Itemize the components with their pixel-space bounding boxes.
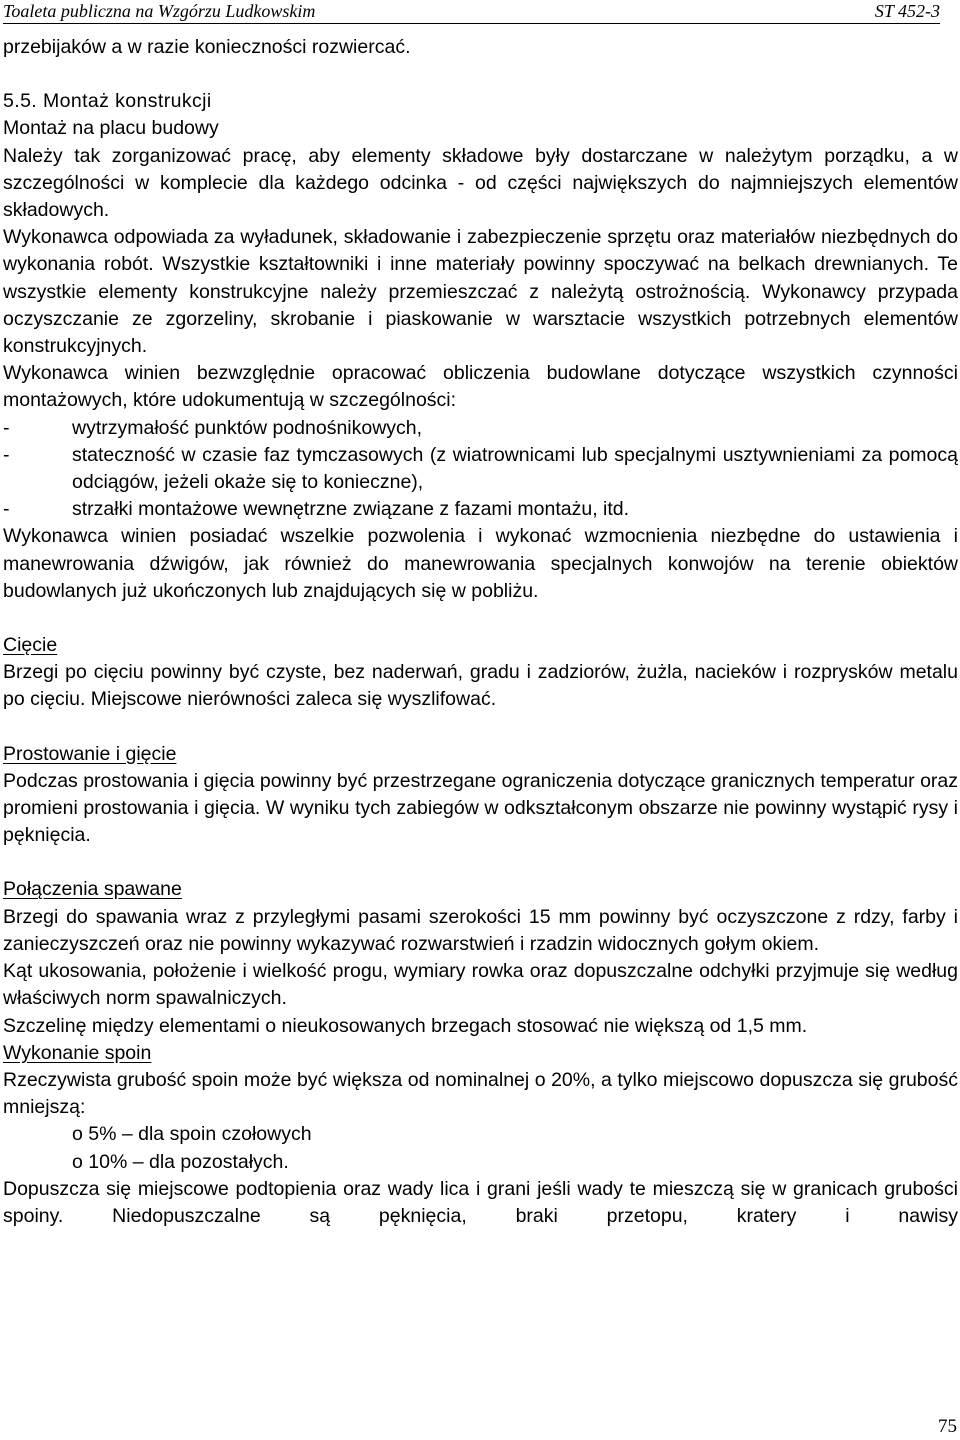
list-dash: - xyxy=(3,416,10,439)
list-dash: - xyxy=(3,443,10,466)
list-item xyxy=(3,442,958,496)
list-item xyxy=(3,496,958,523)
list-item-text: wytrzymałość punktów podnośnikowych, xyxy=(72,416,423,439)
straightening-text: Podczas prostowania i gięcia powinny być przestrzegane ograniczenia dotyczące granicznych temperatur oraz promieni prostowania i gięcia. W wyniku tych zabiegów w odkształconym obszarze nie powinny wystąpić rysy i pęknięcia. xyxy=(3,769,958,847)
straightening-heading: Prostowanie i gięcie xyxy=(3,742,177,765)
weld-defects-text: Dopuszcza się miejscowe podtopienia oraz wady lica i grani jeśli wady te mieszczą się w granicach grubości spoiny. Niedopuszczalne są pęknięcia, braki przetopu, kratery i nawisy xyxy=(3,1177,958,1227)
list-item xyxy=(3,415,958,442)
paragraph-permits: Wykonawca winien posiadać wszelkie pozwolenia i wykonać wzmocnienia niezbędne do ustawienia i manewrowania dźwigów, jak również do manewrowania specjalnych konwojów na terenie obiektów budowlanych już ukończonych lub znajdujących się w pobliżu. xyxy=(3,525,958,602)
spacer xyxy=(3,61,958,88)
spacer xyxy=(3,849,958,876)
section-heading: 5.5. Montaż konstrukcji xyxy=(3,90,212,113)
list-item-text: strzałki montażowe wewnętrzne związane z fazami montażu, itd. xyxy=(72,498,630,521)
welded-joints-heading: Połączenia spawane xyxy=(3,878,182,901)
spacer xyxy=(3,605,958,632)
header-spec-code: ST 452-3 xyxy=(874,1,940,21)
spacer xyxy=(3,714,958,741)
header-title: Toaleta publiczna na Wzgórzu Ludkowskim xyxy=(3,1,316,21)
paragraph-unloading: Wykonawca odpowiada za wyładunek, składowanie i zabezpieczenie sprzętu oraz materiałów niezbędnych do wykonania robót. Wszystkie kształtowniki i inne materiały powinny spoczywać na belkach drewnianych. Te wszystkie elementy konstrukcyjne należy przemieszczać z należytą ostrożnością. Wykonawcy przypada oczyszczanie ze zgorzeliny, skrobanie i piaskowanie w warsztacie wszystkich potrzebnych elementów konstrukcyjnych. xyxy=(3,226,958,358)
tolerance-item: o 10% – dla pozostałych. xyxy=(72,1150,289,1173)
cutting-heading: Cięcie xyxy=(3,634,58,657)
list-item-text: stateczność w czasie faz tymczasowych (z wiatrownicami lub specjalnymi usztywnieniami za pomocą odciągów, jeżeli okaże się to konieczne), xyxy=(72,443,958,494)
weld-thickness-text: Rzeczywista grubość spoin może być większa od nominalnej o 20%, a tylko miejscowo dopuszcza się grubość mniejszą: xyxy=(3,1068,958,1119)
weld-execution-heading: Wykonanie spoin xyxy=(3,1041,152,1064)
paragraph-order: Należy tak zorganizować pracę, aby elementy składowe były dostarczane w należytym porządku, a w szczególności w komplecie dla każdego odcinka - od części największych do najmniejszych elementów składowych. xyxy=(3,144,958,222)
intro-line: przebijaków a w razie konieczności rozwiercać. xyxy=(3,36,411,58)
paragraph-calculations: Wykonawca winien bezwzględnie opracować obliczenia budowlane dotyczące wszystkich czynności montażowych, które udokumentują w szczególności: xyxy=(3,362,958,412)
document-body xyxy=(3,34,958,1230)
running-header xyxy=(3,0,940,24)
section-subheading: Montaż na placu budowy xyxy=(3,117,219,140)
welded-joints-bevel: Kąt ukosowania, położenie i wielkość progu, wymiary rowka oraz dopuszczalne odchyłki przyjmuje się według właściwych norm spawalniczych. xyxy=(3,960,958,1010)
welded-joints-edges: Brzegi do spawania wraz z przyległymi pasami szerokości 15 mm powinny być oczyszczone z rdzy, farby i zanieczyszczeń oraz nie powinny wykazywać rozwarstwień i rzadzin widocznych gołym okiem. xyxy=(3,905,958,955)
page-number: 75 xyxy=(938,1416,957,1437)
cutting-text: Brzegi po cięciu powinny być czyste, bez naderwań, gradu i zadziorów, żużla, nacieków i rozprysków metalu po cięciu. Miejscowe nierówności zaleca się wyszlifować. xyxy=(3,661,958,711)
tolerance-item: o 5% – dla spoin czołowych xyxy=(72,1123,312,1146)
list-dash: - xyxy=(3,498,10,521)
welded-joints-gap: Szczelinę między elementami o nieukosowanych brzegach stosować nie większą od 1,5 mm. xyxy=(3,1014,808,1037)
